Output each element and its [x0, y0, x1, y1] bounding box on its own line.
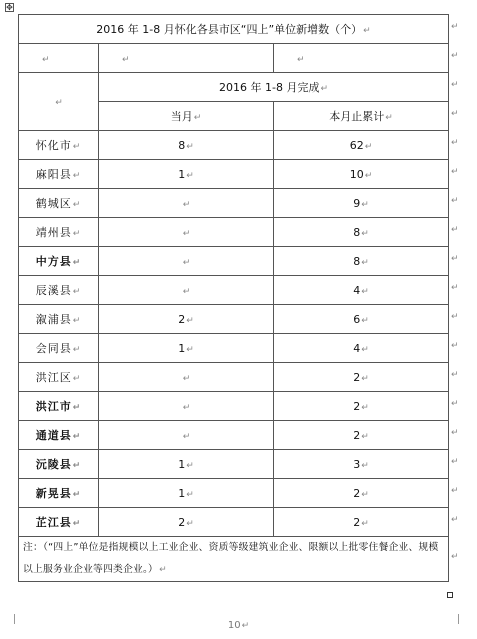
- table-row: [19, 218, 449, 247]
- table-row: [19, 450, 449, 479]
- cumulative-value-cell: 2↵: [274, 392, 449, 421]
- month-value-cell: ↵: [99, 247, 274, 276]
- cumulative-value-cell: 3↵: [274, 450, 449, 479]
- table-row: [19, 160, 449, 189]
- table-row: [19, 508, 449, 537]
- statistics-table: [18, 14, 449, 582]
- cumulative-value-cell: 2↵: [274, 421, 449, 450]
- row-end-mark: ↵: [451, 399, 459, 409]
- cumulative-value-cell: 8↵: [274, 247, 449, 276]
- month-value-cell: ↵: [99, 276, 274, 305]
- column-header-month: 当月↵: [99, 102, 274, 131]
- month-value-cell: ↵: [99, 189, 274, 218]
- region-name-cell: 洪江市↵: [19, 392, 99, 421]
- month-value-cell: ↵: [99, 392, 274, 421]
- region-name-cell: 中方县↵: [19, 247, 99, 276]
- month-value-cell: 2↵: [99, 508, 274, 537]
- cumulative-value-cell: 62↵: [274, 131, 449, 160]
- table-move-handle-icon[interactable]: ✥: [6, 3, 13, 12]
- row-end-mark: ↵: [451, 22, 459, 32]
- column-header-cumulative: 本月止累计↵: [274, 102, 449, 131]
- row-end-mark: ↵: [451, 51, 459, 61]
- row-end-mark: ↵: [451, 167, 459, 177]
- row-end-mark: ↵: [451, 551, 459, 562]
- month-value-cell: 1↵: [99, 160, 274, 189]
- region-name-cell: 新晃县↵: [19, 479, 99, 508]
- row-end-mark: ↵: [451, 370, 459, 380]
- cumulative-value-cell: 8↵: [274, 218, 449, 247]
- blank-cell: ↵: [274, 44, 449, 73]
- cumulative-value-cell: 6↵: [274, 305, 449, 334]
- month-value-cell: 1↵: [99, 479, 274, 508]
- cumulative-value-cell: 2↵: [274, 479, 449, 508]
- cumulative-value-cell: 10↵: [274, 160, 449, 189]
- month-value-cell: 2↵: [99, 305, 274, 334]
- region-name-cell: 麻阳县↵: [19, 160, 99, 189]
- table-title: 2016 年 1-8 月怀化各县市区“四上”单位新增数（个）↵: [19, 15, 449, 44]
- row-end-mark: ↵: [451, 486, 459, 496]
- cumulative-value-cell: 4↵: [274, 334, 449, 363]
- header-corner-cell: ↵: [19, 73, 99, 131]
- region-name-cell: 通道县↵: [19, 421, 99, 450]
- table-row: [19, 131, 449, 160]
- row-end-mark: ↵: [451, 515, 459, 525]
- table-row: [19, 334, 449, 363]
- cumulative-value-cell: 4↵: [274, 276, 449, 305]
- region-name-cell: 芷江县↵: [19, 508, 99, 537]
- region-name-cell: 怀化市↵: [19, 131, 99, 160]
- table-note: 注：（“四上”单位是指规模以上工业企业、资质等级建筑业企业、限额以上批零住餐企业、规模以上服务业企业等四类企业。）↵: [19, 537, 449, 582]
- cumulative-value-cell: 9↵: [274, 189, 449, 218]
- month-value-cell: ↵: [99, 218, 274, 247]
- region-name-cell: 沅陵县↵: [19, 450, 99, 479]
- region-name-cell: 溆浦县↵: [19, 305, 99, 334]
- row-end-mark: ↵: [451, 80, 459, 90]
- month-value-cell: ↵: [99, 421, 274, 450]
- table-row: [19, 363, 449, 392]
- month-value-cell: 1↵: [99, 334, 274, 363]
- region-name-cell: 会同县↵: [19, 334, 99, 363]
- table-row: [19, 421, 449, 450]
- cumulative-value-cell: 2↵: [274, 363, 449, 392]
- region-name-cell: 洪江区↵: [19, 363, 99, 392]
- month-value-cell: ↵: [99, 363, 274, 392]
- period-header: 2016 年 1-8 月完成↵: [99, 73, 449, 102]
- table-resize-handle[interactable]: [447, 592, 453, 598]
- blank-cell: ↵: [19, 44, 99, 73]
- table-row: [19, 189, 449, 218]
- row-end-mark: ↵: [451, 283, 459, 293]
- table-row: [19, 276, 449, 305]
- row-end-mark: ↵: [451, 312, 459, 322]
- page-number: 10: [227, 620, 241, 631]
- row-end-mark: ↵: [451, 341, 459, 351]
- row-end-mark: ↵: [451, 196, 459, 206]
- page-footer: 10↵: [227, 620, 250, 631]
- table-row: [19, 479, 449, 508]
- month-value-cell: 8↵: [99, 131, 274, 160]
- cumulative-value-cell: 2↵: [274, 508, 449, 537]
- region-name-cell: 靖州县↵: [19, 218, 99, 247]
- row-end-mark: ↵: [451, 109, 459, 119]
- row-end-mark: ↵: [451, 428, 459, 438]
- row-end-mark: ↵: [451, 225, 459, 235]
- table-row: [19, 247, 449, 276]
- row-end-mark: ↵: [451, 254, 459, 264]
- row-end-mark: ↵: [451, 138, 459, 148]
- row-end-mark: ↵: [451, 457, 459, 467]
- month-value-cell: 1↵: [99, 450, 274, 479]
- region-name-cell: 鹤城区↵: [19, 189, 99, 218]
- region-name-cell: 辰溪县↵: [19, 276, 99, 305]
- table-row: [19, 392, 449, 421]
- blank-cell: ↵: [99, 44, 274, 73]
- table-row: [19, 305, 449, 334]
